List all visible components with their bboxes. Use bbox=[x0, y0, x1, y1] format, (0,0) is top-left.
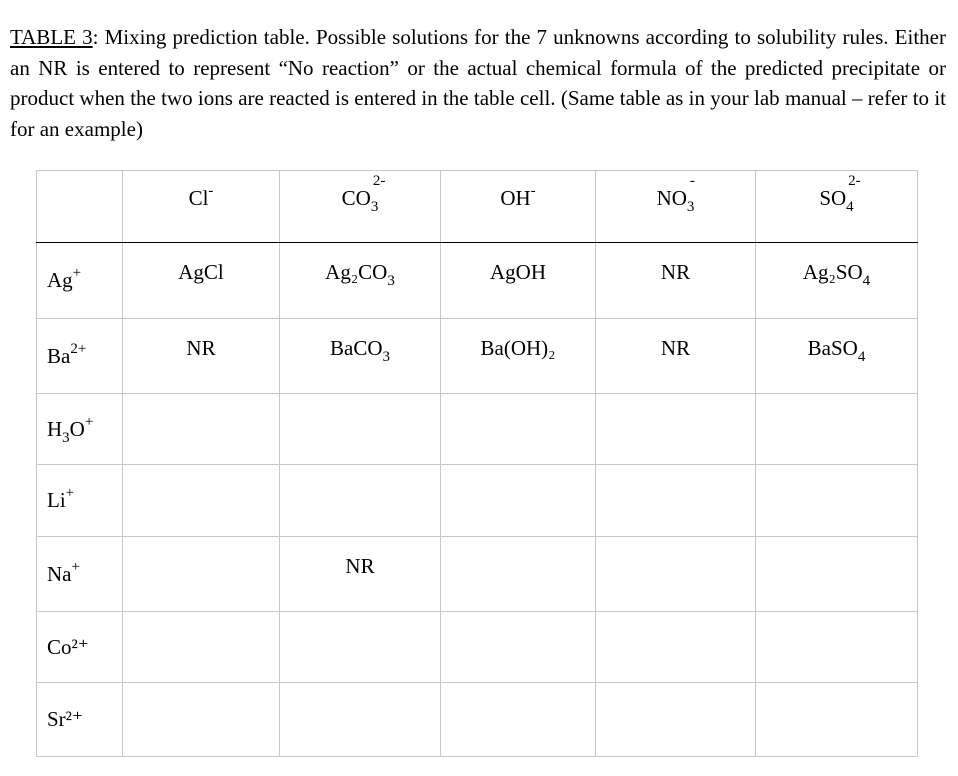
cell-na-oh bbox=[441, 537, 596, 612]
anion-header-no3: $NO_3$ - bbox=[596, 171, 756, 243]
cell-na-so4 bbox=[756, 537, 918, 612]
cell-sr-so4 bbox=[756, 683, 918, 757]
cell-ag-cl: AgCl bbox=[123, 243, 280, 319]
cation-li: Li+ bbox=[37, 465, 123, 537]
cell-sr-cl bbox=[123, 683, 280, 757]
cation-sr: Sr²⁺ bbox=[37, 683, 123, 757]
anion-header-so4: $SO_4$ 2- bbox=[756, 171, 918, 243]
table-row bbox=[37, 683, 918, 757]
anion-header-cl: Cl- bbox=[123, 171, 280, 243]
table-row bbox=[37, 537, 918, 612]
cell-ba-no3: NR bbox=[596, 319, 756, 394]
table-row bbox=[37, 243, 918, 319]
cell-li-so4 bbox=[756, 465, 918, 537]
cell-li-oh bbox=[441, 465, 596, 537]
corner-cell bbox=[37, 171, 123, 243]
caption-label: TABLE 3 bbox=[10, 25, 93, 49]
anion-header-oh: OH- bbox=[441, 171, 596, 243]
cation-ag: Ag+ bbox=[37, 243, 123, 319]
cell-na-co3: NR bbox=[280, 537, 441, 612]
cell-ba-cl: NR bbox=[123, 319, 280, 394]
anion-header-co3: $CO_3$ 2- bbox=[280, 171, 441, 243]
cell-h3o-cl bbox=[123, 394, 280, 465]
cation-h3o: $H_3O^+$ bbox=[37, 394, 123, 465]
cell-ag-oh: AgOH bbox=[441, 243, 596, 319]
cell-h3o-co3 bbox=[280, 394, 441, 465]
cation-na: Na+ bbox=[37, 537, 123, 612]
table-row bbox=[37, 612, 918, 683]
cell-ag-no3: NR bbox=[596, 243, 756, 319]
cell-ba-so4: BaSO$_4$ bbox=[756, 319, 918, 394]
cation-co: Co²⁺ bbox=[37, 612, 123, 683]
cell-li-cl bbox=[123, 465, 280, 537]
cell-co-no3 bbox=[596, 612, 756, 683]
caption-text: : Mixing prediction table. Possible solutions for the 7 unknowns according to solubility rules. Either an NR is entered to represent “No reaction” or the actual chemical formula of the predicted precipitate or product when the two ions are reacted is entered in the table cell. (Same table as in your lab manual – refer to it for an example) bbox=[10, 25, 946, 141]
mixing-prediction-table bbox=[36, 170, 918, 757]
cell-co-oh bbox=[441, 612, 596, 683]
cation-ba: $Ba^{2+}$ bbox=[37, 319, 123, 394]
cell-h3o-so4 bbox=[756, 394, 918, 465]
cell-sr-no3 bbox=[596, 683, 756, 757]
cell-co-so4 bbox=[756, 612, 918, 683]
table-row bbox=[37, 465, 918, 537]
cell-li-no3 bbox=[596, 465, 756, 537]
cell-sr-oh bbox=[441, 683, 596, 757]
cell-co-cl bbox=[123, 612, 280, 683]
table-caption bbox=[10, 22, 946, 144]
cell-na-cl bbox=[123, 537, 280, 612]
table-row bbox=[37, 394, 918, 465]
cell-h3o-no3 bbox=[596, 394, 756, 465]
cell-li-co3 bbox=[280, 465, 441, 537]
cell-co-co3 bbox=[280, 612, 441, 683]
table-row bbox=[37, 319, 918, 394]
header-row bbox=[37, 171, 918, 243]
cell-sr-co3 bbox=[280, 683, 441, 757]
cell-ag-so4: $Ag_2SO_4$ bbox=[756, 243, 918, 319]
cell-ba-co3: BaCO$_3$ bbox=[280, 319, 441, 394]
cell-ba-oh: Ba(OH)₂ bbox=[441, 319, 596, 394]
cell-h3o-oh bbox=[441, 394, 596, 465]
cell-ag-co3: $Ag_2CO_3$ bbox=[280, 243, 441, 319]
cell-na-no3 bbox=[596, 537, 756, 612]
